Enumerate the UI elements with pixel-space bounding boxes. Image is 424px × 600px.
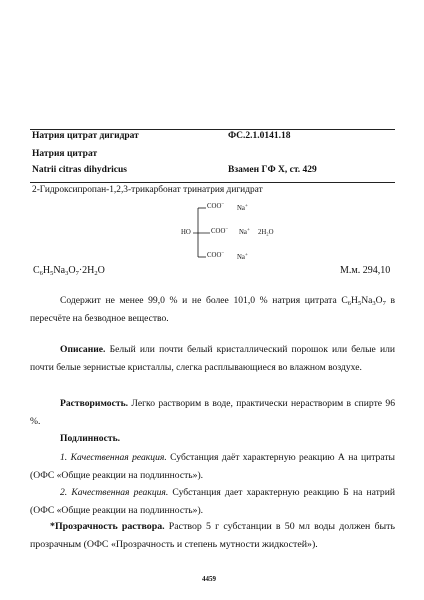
structure-middle-ion: Na+ xyxy=(239,228,250,236)
monograph-title: Натрия цитрат дигидрат xyxy=(32,131,139,141)
transparency-paragraph: *Прозрачность раствора. Раствор 5 г субстанции в 50 мл воды должен быть прозрачным (ОФС «Прозрачность и степень мутности жидкостей»). xyxy=(30,521,395,550)
structure-top-group: COO− xyxy=(207,202,225,210)
solubility-paragraph: Растворимость. Легко растворим в воде, практически нерастворим в спирте 96 %. xyxy=(30,398,395,427)
description-paragraph: Описание. Белый или почти белый кристаллический порошок или белые или почти белые зернистые кристаллы, слегка расплывающиеся во влажном воздухе. xyxy=(30,344,395,373)
identity-heading: Подлинность. xyxy=(60,433,121,444)
replaces-note: Взамен ГФ X, ст. 429 xyxy=(228,165,317,175)
structure-bottom-ion: Na+ xyxy=(237,253,248,261)
solubility-label: Растворимость. xyxy=(60,398,129,409)
structure-bottom-group: COO− xyxy=(207,251,225,259)
structure-water: 2H₂O xyxy=(258,229,274,236)
structure-top-ion: Na+ xyxy=(237,204,248,212)
chemical-name: 2-Гидроксипропан-1,2,3-трикарбонат тринатрия дигидрат xyxy=(32,185,263,195)
content-paragraph: Содержит не менее 99,0 % и не более 101,0 % натрия цитрата $C_6H_5Na_3O_7$ в пересчёте на безводное вещество. xyxy=(30,295,395,324)
page-number: 4459 xyxy=(202,575,216,583)
molecular-formula: $C_6H_5Na_3O_7\cdot 2H_2O$ xyxy=(33,265,105,277)
structure-bonds xyxy=(0,0,424,280)
molar-mass: М.м. 294,10 xyxy=(340,265,391,276)
fs-number: ФС.2.1.0141.18 xyxy=(228,131,291,141)
structure-hydroxy: HO xyxy=(181,229,191,236)
monograph-latin-name: Natrii citras dihydricus xyxy=(32,165,127,175)
structure-middle-group: COO− xyxy=(211,227,229,235)
transparency-label: *Прозрачность раствора. xyxy=(50,521,165,532)
identity-item-2: 2. Качественная реакция. Субстанция дает характерную реакцию Б на натрий (ОФС «Общие реакции на подлинность»). xyxy=(30,487,395,516)
identity-item-1: 1. Качественная реакция. Субстанция даёт характерную реакцию А на цитраты (ОФС «Общие реакции на подлинность»). xyxy=(30,452,395,481)
monograph-short-name: Натрия цитрат xyxy=(32,149,98,159)
description-label: Описание. xyxy=(60,344,106,355)
